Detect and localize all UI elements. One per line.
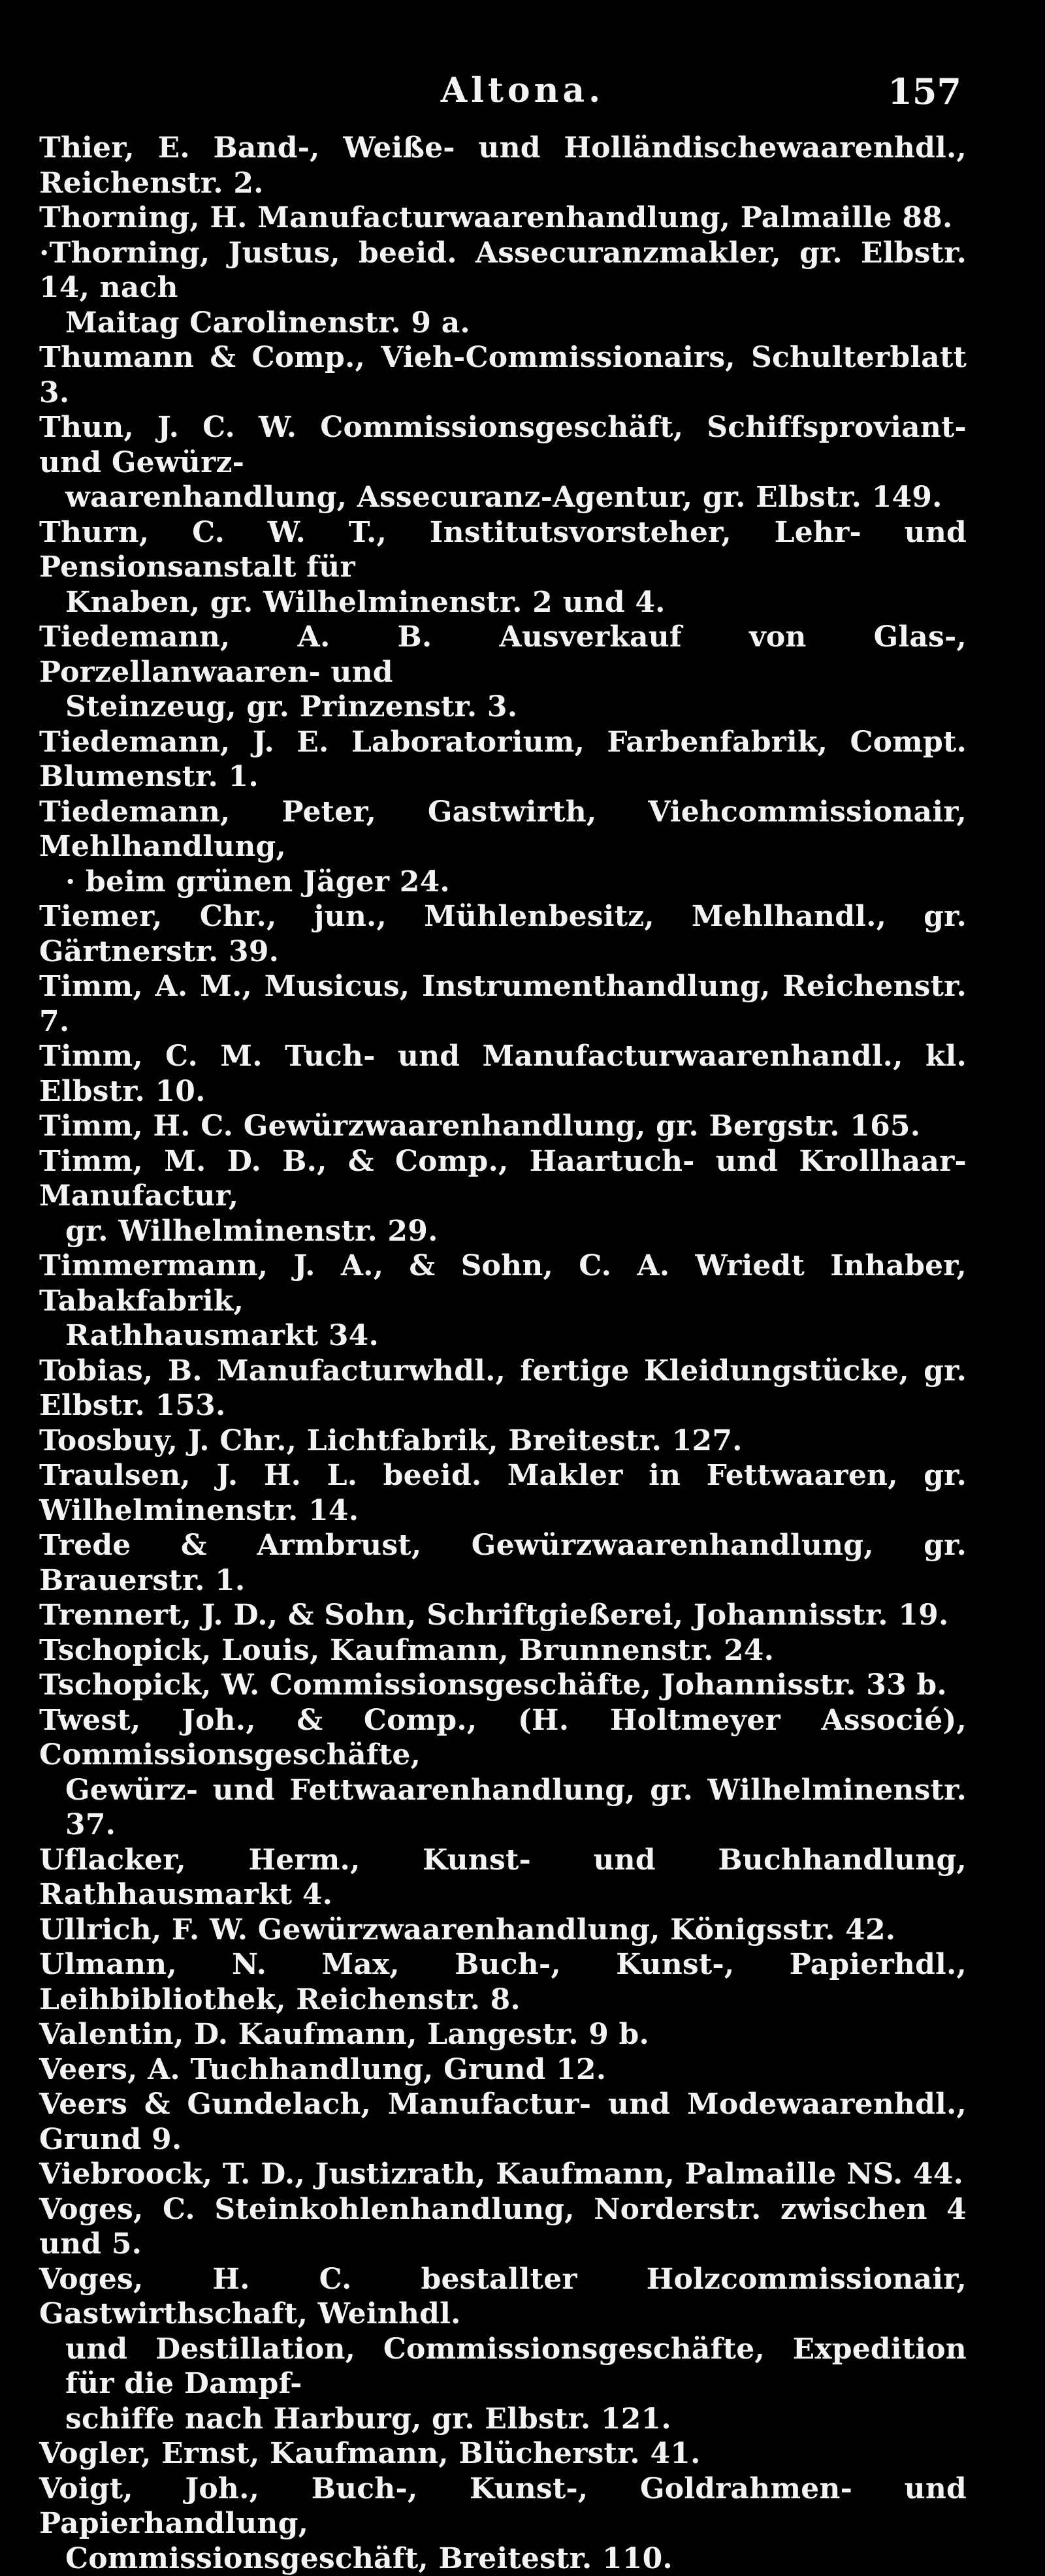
directory-entry bbox=[39, 340, 967, 410]
entry-continuation-line: schiffe nach Harburg, gr. Elbstr. 121. bbox=[39, 2402, 967, 2437]
directory-entry bbox=[39, 1598, 967, 1633]
directory-entry bbox=[39, 1144, 967, 1249]
directory-entry bbox=[39, 795, 967, 900]
entry-continuation-line: Commissionsgeschäft, Breitestr. 110. bbox=[39, 2541, 967, 2576]
directory-entry bbox=[39, 2436, 967, 2472]
directory-entry bbox=[39, 1947, 967, 2017]
directory-entry bbox=[39, 1913, 967, 1948]
entry-line: Valentin, D. Kaufmann, Langestr. 9 b. bbox=[39, 2017, 967, 2052]
entry-line: Timm, M. D. B., & Comp., Haartuch- und Krollhaar-Manufactur, bbox=[39, 1144, 967, 1214]
entry-line: Timm, C. M. Tuch- und Manufacturwaarenhandl., kl. Elbstr. 10. bbox=[39, 1039, 967, 1109]
directory-entry bbox=[39, 620, 967, 725]
entry-line: Uflacker, Herm., Kunst- und Buchhandlung, Rathhausmarkt 4. bbox=[39, 1843, 967, 1913]
directory-entry bbox=[39, 899, 967, 969]
directory-entries bbox=[39, 131, 967, 2576]
directory-entry bbox=[39, 1458, 967, 1528]
entry-line: Tobias, B. Manufacturwhdl., fertige Kleidungstücke, gr. Elbstr. 153. bbox=[39, 1354, 967, 1423]
entry-line: Tiedemann, Peter, Gastwirth, Viehcommissionair, Mehlhandlung, bbox=[39, 795, 967, 865]
entry-line: Tschopick, W. Commissionsgeschäfte, Johannisstr. 33 b. bbox=[39, 1668, 967, 1703]
directory-entry bbox=[39, 2192, 967, 2262]
entry-continuation-line: waarenhandlung, Assecuranz-Agentur, gr. Elbstr. 149. bbox=[39, 480, 967, 515]
entry-line: Thumann & Comp., Vieh-Commissionairs, Schulterblatt 3. bbox=[39, 340, 967, 410]
entry-line: Trede & Armbrust, Gewürzwaarenhandlung, gr. Brauerstr. 1. bbox=[39, 1528, 967, 1598]
directory-entry bbox=[39, 1039, 967, 1109]
page-title: Altona. bbox=[0, 71, 1045, 110]
directory-entry bbox=[39, 969, 967, 1039]
directory-entry bbox=[39, 2157, 967, 2192]
directory-entry bbox=[39, 1668, 967, 1703]
entry-line: Voges, H. C. bestallter Holzcommissionair, Gastwirthschaft, Weinhdl. bbox=[39, 2262, 967, 2332]
entry-line: Timmermann, J. A., & Sohn, C. A. Wriedt Inhaber, Tabakfabrik, bbox=[39, 1248, 967, 1318]
directory-entry bbox=[39, 1423, 967, 1459]
entry-line: Thier, E. Band-, Weiße- und Holländischewaarenhdl., Reichenstr. 2. bbox=[39, 131, 967, 200]
entry-continuation-line: gr. Wilhelminenstr. 29. bbox=[39, 1214, 967, 1249]
directory-entry bbox=[39, 410, 967, 515]
entry-line: Thurn, C. W. T., Institutsvorsteher, Lehr- und Pensionsanstalt für bbox=[39, 515, 967, 585]
directory-entry bbox=[39, 1703, 967, 1843]
directory-entry bbox=[39, 131, 967, 200]
directory-entry bbox=[39, 2052, 967, 2088]
directory-entry bbox=[39, 1528, 967, 1598]
directory-entry bbox=[39, 1354, 967, 1423]
entry-continuation-line: Gewürz- und Fettwaarenhandlung, gr. Wilhelminenstr. 37. bbox=[39, 1773, 967, 1843]
entry-line: ·Thorning, Justus, beeid. Assecuranzmakler, gr. Elbstr. 14, nach bbox=[39, 236, 967, 306]
directory-entry bbox=[39, 236, 967, 341]
page-number: 157 bbox=[888, 71, 961, 112]
entry-line: Veers, A. Tuchhandlung, Grund 12. bbox=[39, 2052, 967, 2088]
directory-entry bbox=[39, 200, 967, 236]
entry-line: Voges, C. Steinkohlenhandlung, Norderstr. zwischen 4 und 5. bbox=[39, 2192, 967, 2262]
entry-continuation-line: Steinzeug, gr. Prinzenstr. 3. bbox=[39, 690, 967, 725]
entry-continuation-line: · beim grünen Jäger 24. bbox=[39, 865, 967, 900]
entry-line: Tiedemann, J. E. Laboratorium, Farbenfabrik, Compt. Blumenstr. 1. bbox=[39, 725, 967, 795]
entry-line: Twest, Joh., & Comp., (H. Holtmeyer Associé), Commissionsgeschäfte, bbox=[39, 1703, 967, 1773]
entry-line: Tiedemann, A. B. Ausverkauf von Glas-, Porzellanwaaren- und bbox=[39, 620, 967, 690]
page-header bbox=[0, 71, 1045, 110]
entry-line: Timm, H. C. Gewürzwaarenhandlung, gr. Bergstr. 165. bbox=[39, 1109, 967, 1144]
entry-continuation-line: Knaben, gr. Wilhelminenstr. 2 und 4. bbox=[39, 585, 967, 620]
entry-continuation-line: Maitag Carolinenstr. 9 a. bbox=[39, 306, 967, 341]
entry-continuation-line: und Destillation, Commissionsgeschäfte, Expedition für die Dampf- bbox=[39, 2332, 967, 2402]
entry-line: Thun, J. C. W. Commissionsgeschäft, Schiffsproviant- und Gewürz- bbox=[39, 410, 967, 480]
entry-line: Ulmann, N. Max, Buch-, Kunst-, Papierhdl., Leihbibliothek, Reichenstr. 8. bbox=[39, 1947, 967, 2017]
entry-line: Thorning, H. Manufacturwaarenhandlung, Palmaille 88. bbox=[39, 200, 967, 236]
entry-line: Ullrich, F. W. Gewürzwaarenhandlung, Königsstr. 42. bbox=[39, 1913, 967, 1948]
entry-line: Veers & Gundelach, Manufactur- und Modewaarenhdl., Grund 9. bbox=[39, 2087, 967, 2157]
entry-line: Timm, A. M., Musicus, Instrumenthandlung, Reichenstr. 7. bbox=[39, 969, 967, 1039]
entry-continuation-line: Rathhausmarkt 34. bbox=[39, 1318, 967, 1354]
directory-entry bbox=[39, 1633, 967, 1668]
directory-entry bbox=[39, 1843, 967, 1913]
directory-entry bbox=[39, 515, 967, 620]
entry-line: Trennert, J. D., & Sohn, Schriftgießerei, Johannisstr. 19. bbox=[39, 1598, 967, 1633]
entry-line: Voigt, Joh., Buch-, Kunst-, Goldrahmen- und Papierhandlung, bbox=[39, 2472, 967, 2541]
entry-line: Tiemer, Chr., jun., Mühlenbesitz, Mehlhandl., gr. Gärtnerstr. 39. bbox=[39, 899, 967, 969]
entry-line: Toosbuy, J. Chr., Lichtfabrik, Breitestr. 127. bbox=[39, 1423, 967, 1459]
directory-entry bbox=[39, 2262, 967, 2437]
directory-entry bbox=[39, 1248, 967, 1354]
directory-entry bbox=[39, 2017, 967, 2052]
directory-entry bbox=[39, 2472, 967, 2576]
directory-entry bbox=[39, 1109, 967, 1144]
entry-line: Vogler, Ernst, Kaufmann, Blücherstr. 41. bbox=[39, 2436, 967, 2472]
entry-line: Viebroock, T. D., Justizrath, Kaufmann, Palmaille NS. 44. bbox=[39, 2157, 967, 2192]
directory-entry bbox=[39, 2087, 967, 2157]
entry-line: Traulsen, J. H. L. beeid. Makler in Fettwaaren, gr. Wilhelminenstr. 14. bbox=[39, 1458, 967, 1528]
directory-entry bbox=[39, 725, 967, 795]
entry-line: Tschopick, Louis, Kaufmann, Brunnenstr. 24. bbox=[39, 1633, 967, 1668]
